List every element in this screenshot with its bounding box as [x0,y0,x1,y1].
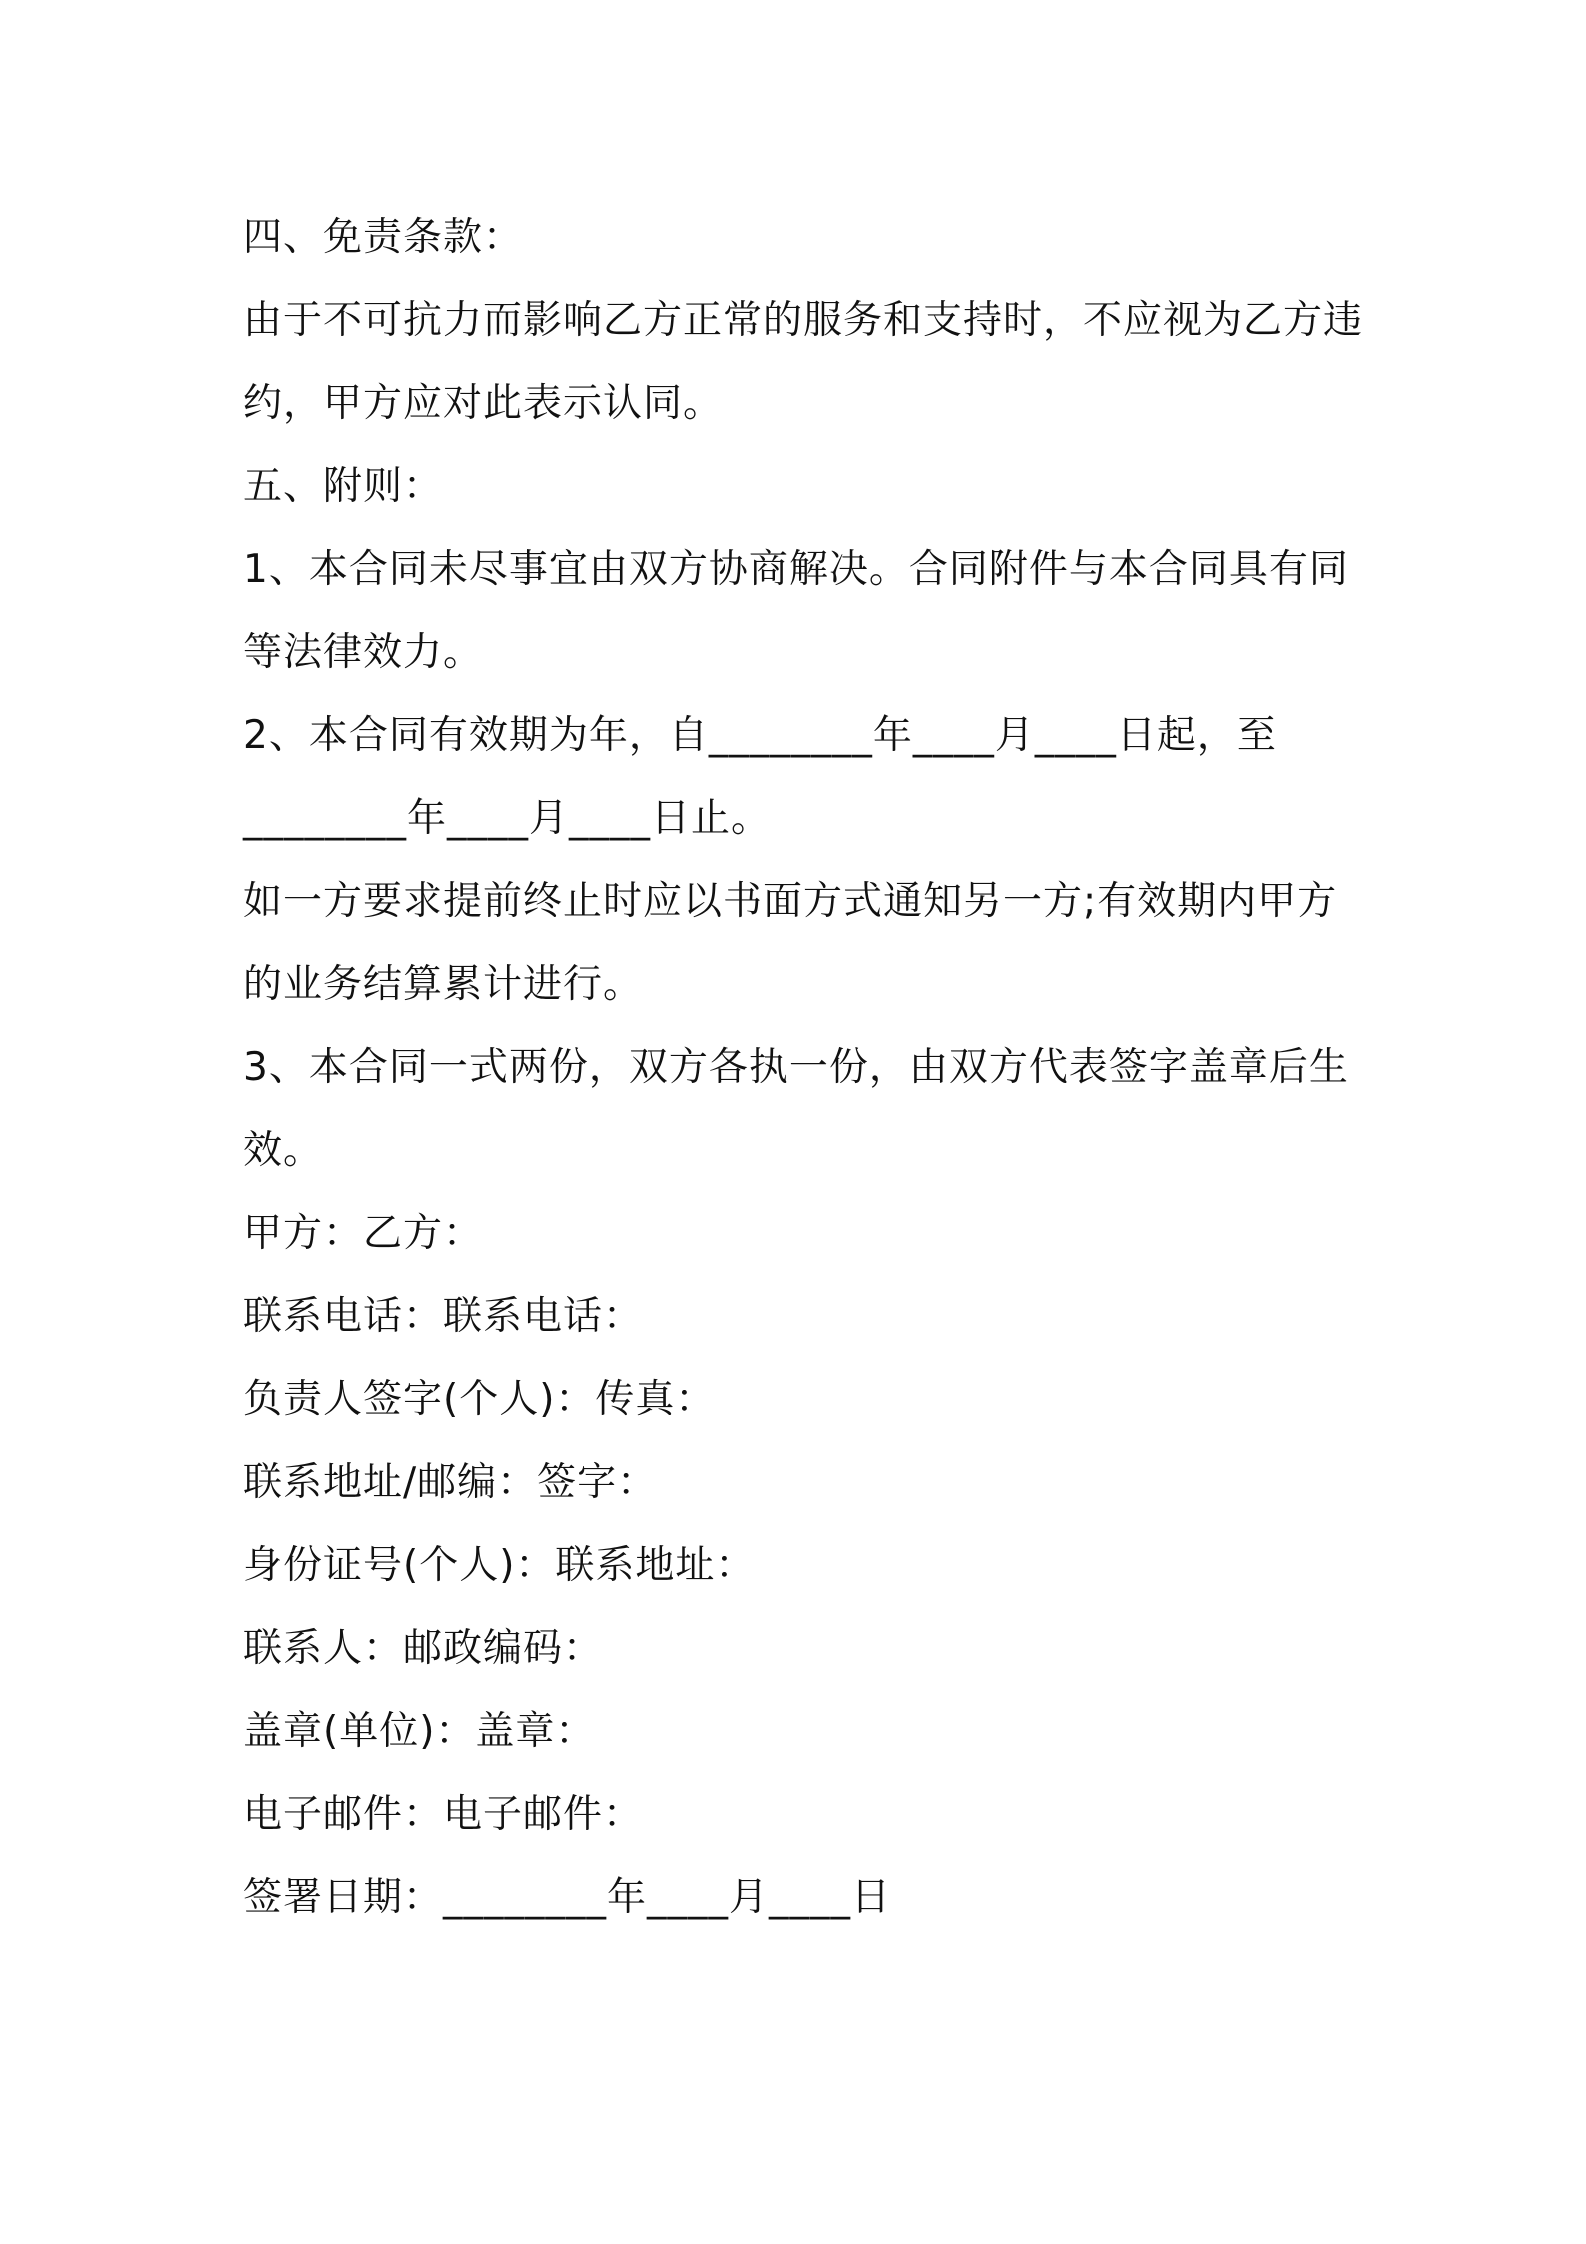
contract-body [243,196,1364,1939]
paragraph-line: 2、本合同有效期为年，自________年____月____日起，至 [243,713,1277,758]
signature-field-email: 电子邮件：电子邮件： [243,1792,644,1837]
signature-field-responsible: 负责人签字(个人)：传真： [243,1377,716,1422]
paragraph-line: 如一方要求提前终止时应以书面方式通知另一方;有效期内甲方 [243,879,1338,924]
signature-field-party: 甲方：乙方： [243,1211,484,1256]
signature-field-phone: 联系电话：联系电话： [243,1294,644,1339]
signature-field-date: 签署日期：________年____月____日 [243,1875,892,1920]
paragraph-line: 效。 [243,1128,324,1173]
paragraph-line: 由于不可抗力而影响乙方正常的服务和支持时，不应视为乙方违 [243,298,1364,343]
signature-field-address: 联系地址/邮编：签字： [243,1460,658,1505]
paragraph-line: ________年____月____日止。 [243,796,772,841]
paragraph-line: 等法律效力。 [243,630,484,675]
signature-field-contact: 联系人：邮政编码： [243,1626,604,1671]
signature-field-id: 身份证号(个人)：联系地址： [243,1543,756,1588]
paragraph-line: 3、本合同一式两份，双方各执一份，由双方代表签字盖章后生 [243,1045,1349,1090]
section-heading-supplementary: 五、附则： [243,464,444,509]
paragraph-line: 的业务结算累计进行。 [243,962,644,1007]
paragraph-line: 1、本合同未尽事宜由双方协商解决。合同附件与本合同具有同 [243,547,1349,592]
signature-field-seal: 盖章(单位)：盖章： [243,1709,596,1754]
paragraph-line: 约，甲方应对此表示认同。 [243,381,724,426]
section-heading-disclaimer: 四、免责条款： [243,215,524,260]
